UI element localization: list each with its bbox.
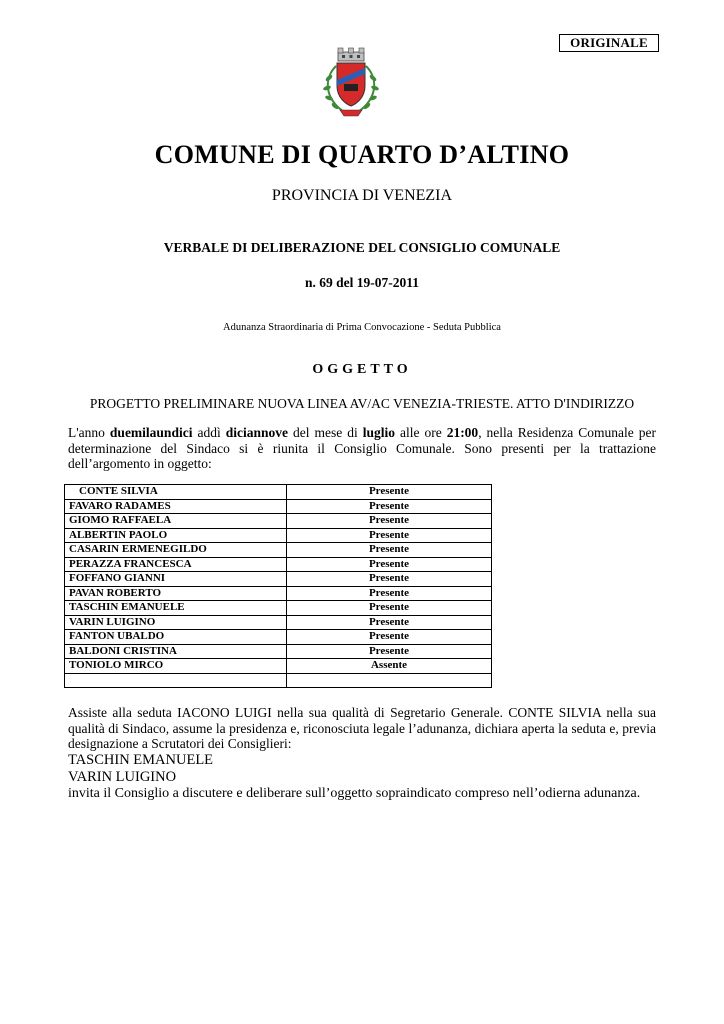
- member-name: TASCHIN EMANUELE: [65, 601, 287, 616]
- meeting-day: diciannove: [225, 425, 288, 440]
- table-row: [65, 557, 492, 572]
- attendance-status: Presente: [287, 543, 492, 558]
- member-name: FAVARO RADAMES: [65, 499, 287, 514]
- province-name: PROVINCIA DI VENEZIA: [271, 187, 453, 204]
- attendance-status: Presente: [287, 528, 492, 543]
- attendance-status: Presente: [287, 644, 492, 659]
- intro-text: L'anno: [68, 425, 110, 440]
- attendance-status: Presente: [287, 499, 492, 514]
- originale-stamp: ORIGINALE: [559, 34, 659, 52]
- member-name: PERAZZA FRANCESCA: [65, 557, 287, 572]
- meeting-time: 21:00: [446, 425, 479, 440]
- attendance-table: [64, 484, 492, 688]
- table-row: [65, 586, 492, 601]
- attendance-status: Presente: [287, 557, 492, 572]
- table-row: [65, 543, 492, 558]
- municipal-coat-of-arms: [318, 44, 384, 122]
- invitation-paragraph: invita il Consiglio a discutere e deliberare sull’oggetto sopraindicato compreso nell’odierna adunanza.: [68, 786, 641, 801]
- session-type: Adunanza Straordinaria di Prima Convocazione - Seduta Pubblica: [223, 322, 501, 333]
- subject-text: PROGETTO PRELIMINARE NUOVA LINEA AV/AC VENEZIA-TRIESTE. ATTO D'INDIRIZZO: [89, 396, 635, 411]
- table-row: [65, 499, 492, 514]
- attendance-status: Presente: [287, 586, 492, 601]
- member-name: CONTE SILVIA: [65, 485, 287, 500]
- table-row: [65, 514, 492, 529]
- intro-text: , nella Residenza Comunale per determinazione del Sindaco si è riunita il Consiglio Comunale. Sono presenti per la trattazione dell’argomento in oggetto:: [68, 425, 656, 471]
- attendance-status: Presente: [287, 485, 492, 500]
- meeting-month: luglio: [362, 425, 395, 440]
- attendance-status: Presente: [287, 630, 492, 645]
- member-name: TONIOLO MIRCO: [65, 659, 287, 674]
- table-row: [65, 630, 492, 645]
- member-name: ALBERTIN PAOLO: [65, 528, 287, 543]
- scrutatore-name: TASCHIN EMANUELE: [68, 752, 214, 768]
- table-row: [65, 601, 492, 616]
- attendance-status: Presente: [287, 615, 492, 630]
- attendance-status: Presente: [287, 514, 492, 529]
- table-row: [65, 644, 492, 659]
- intro-paragraph: [68, 425, 656, 472]
- scrutatore-name: VARIN LUIGINO: [68, 769, 177, 785]
- document-type: VERBALE DI DELIBERAZIONE DEL CONSIGLIO COMUNALE: [163, 240, 561, 255]
- intro-text: addì: [192, 425, 226, 440]
- member-name: BALDONI CRISTINA: [65, 644, 287, 659]
- subject-heading: OGGETTO: [312, 362, 412, 377]
- member-name: FOFFANO GIANNI: [65, 572, 287, 587]
- municipality-title: COMUNE DI QUARTO D’ALTINO: [154, 140, 570, 169]
- attendance-status: [287, 673, 492, 688]
- member-name: FANTON UBALDO: [65, 630, 287, 645]
- member-name: CASARIN ERMENEGILDO: [65, 543, 287, 558]
- attendance-status: Presente: [287, 601, 492, 616]
- attendance-status: Presente: [287, 572, 492, 587]
- scrutatori-list: [68, 752, 213, 786]
- member-name: GIOMO RAFFAELA: [65, 514, 287, 529]
- table-row: [65, 659, 492, 674]
- intro-text: alle ore: [394, 425, 447, 440]
- closing-paragraph: Assiste alla seduta IACONO LUIGI nella sua qualità di Segretario Generale. CONTE SILVIA nella sua qualità di Sindaco, assume la presidenza e, riconosciuta legale l’adunanza, dichiara aperta la seduta e, previa designazione a Scrutatori dei Consiglieri:: [68, 705, 656, 751]
- table-row: [65, 528, 492, 543]
- member-name: [65, 673, 287, 688]
- meeting-year: duemilaundici: [109, 425, 193, 440]
- table-row: [65, 572, 492, 587]
- table-row: [65, 485, 492, 500]
- attendance-status: Assente: [287, 659, 492, 674]
- table-row: [65, 615, 492, 630]
- member-name: VARIN LUIGINO: [65, 615, 287, 630]
- table-row: [65, 673, 492, 688]
- member-name: PAVAN ROBERTO: [65, 586, 287, 601]
- deliberation-number: n. 69 del 19-07-2011: [304, 275, 419, 290]
- intro-text: del mese di: [287, 425, 363, 440]
